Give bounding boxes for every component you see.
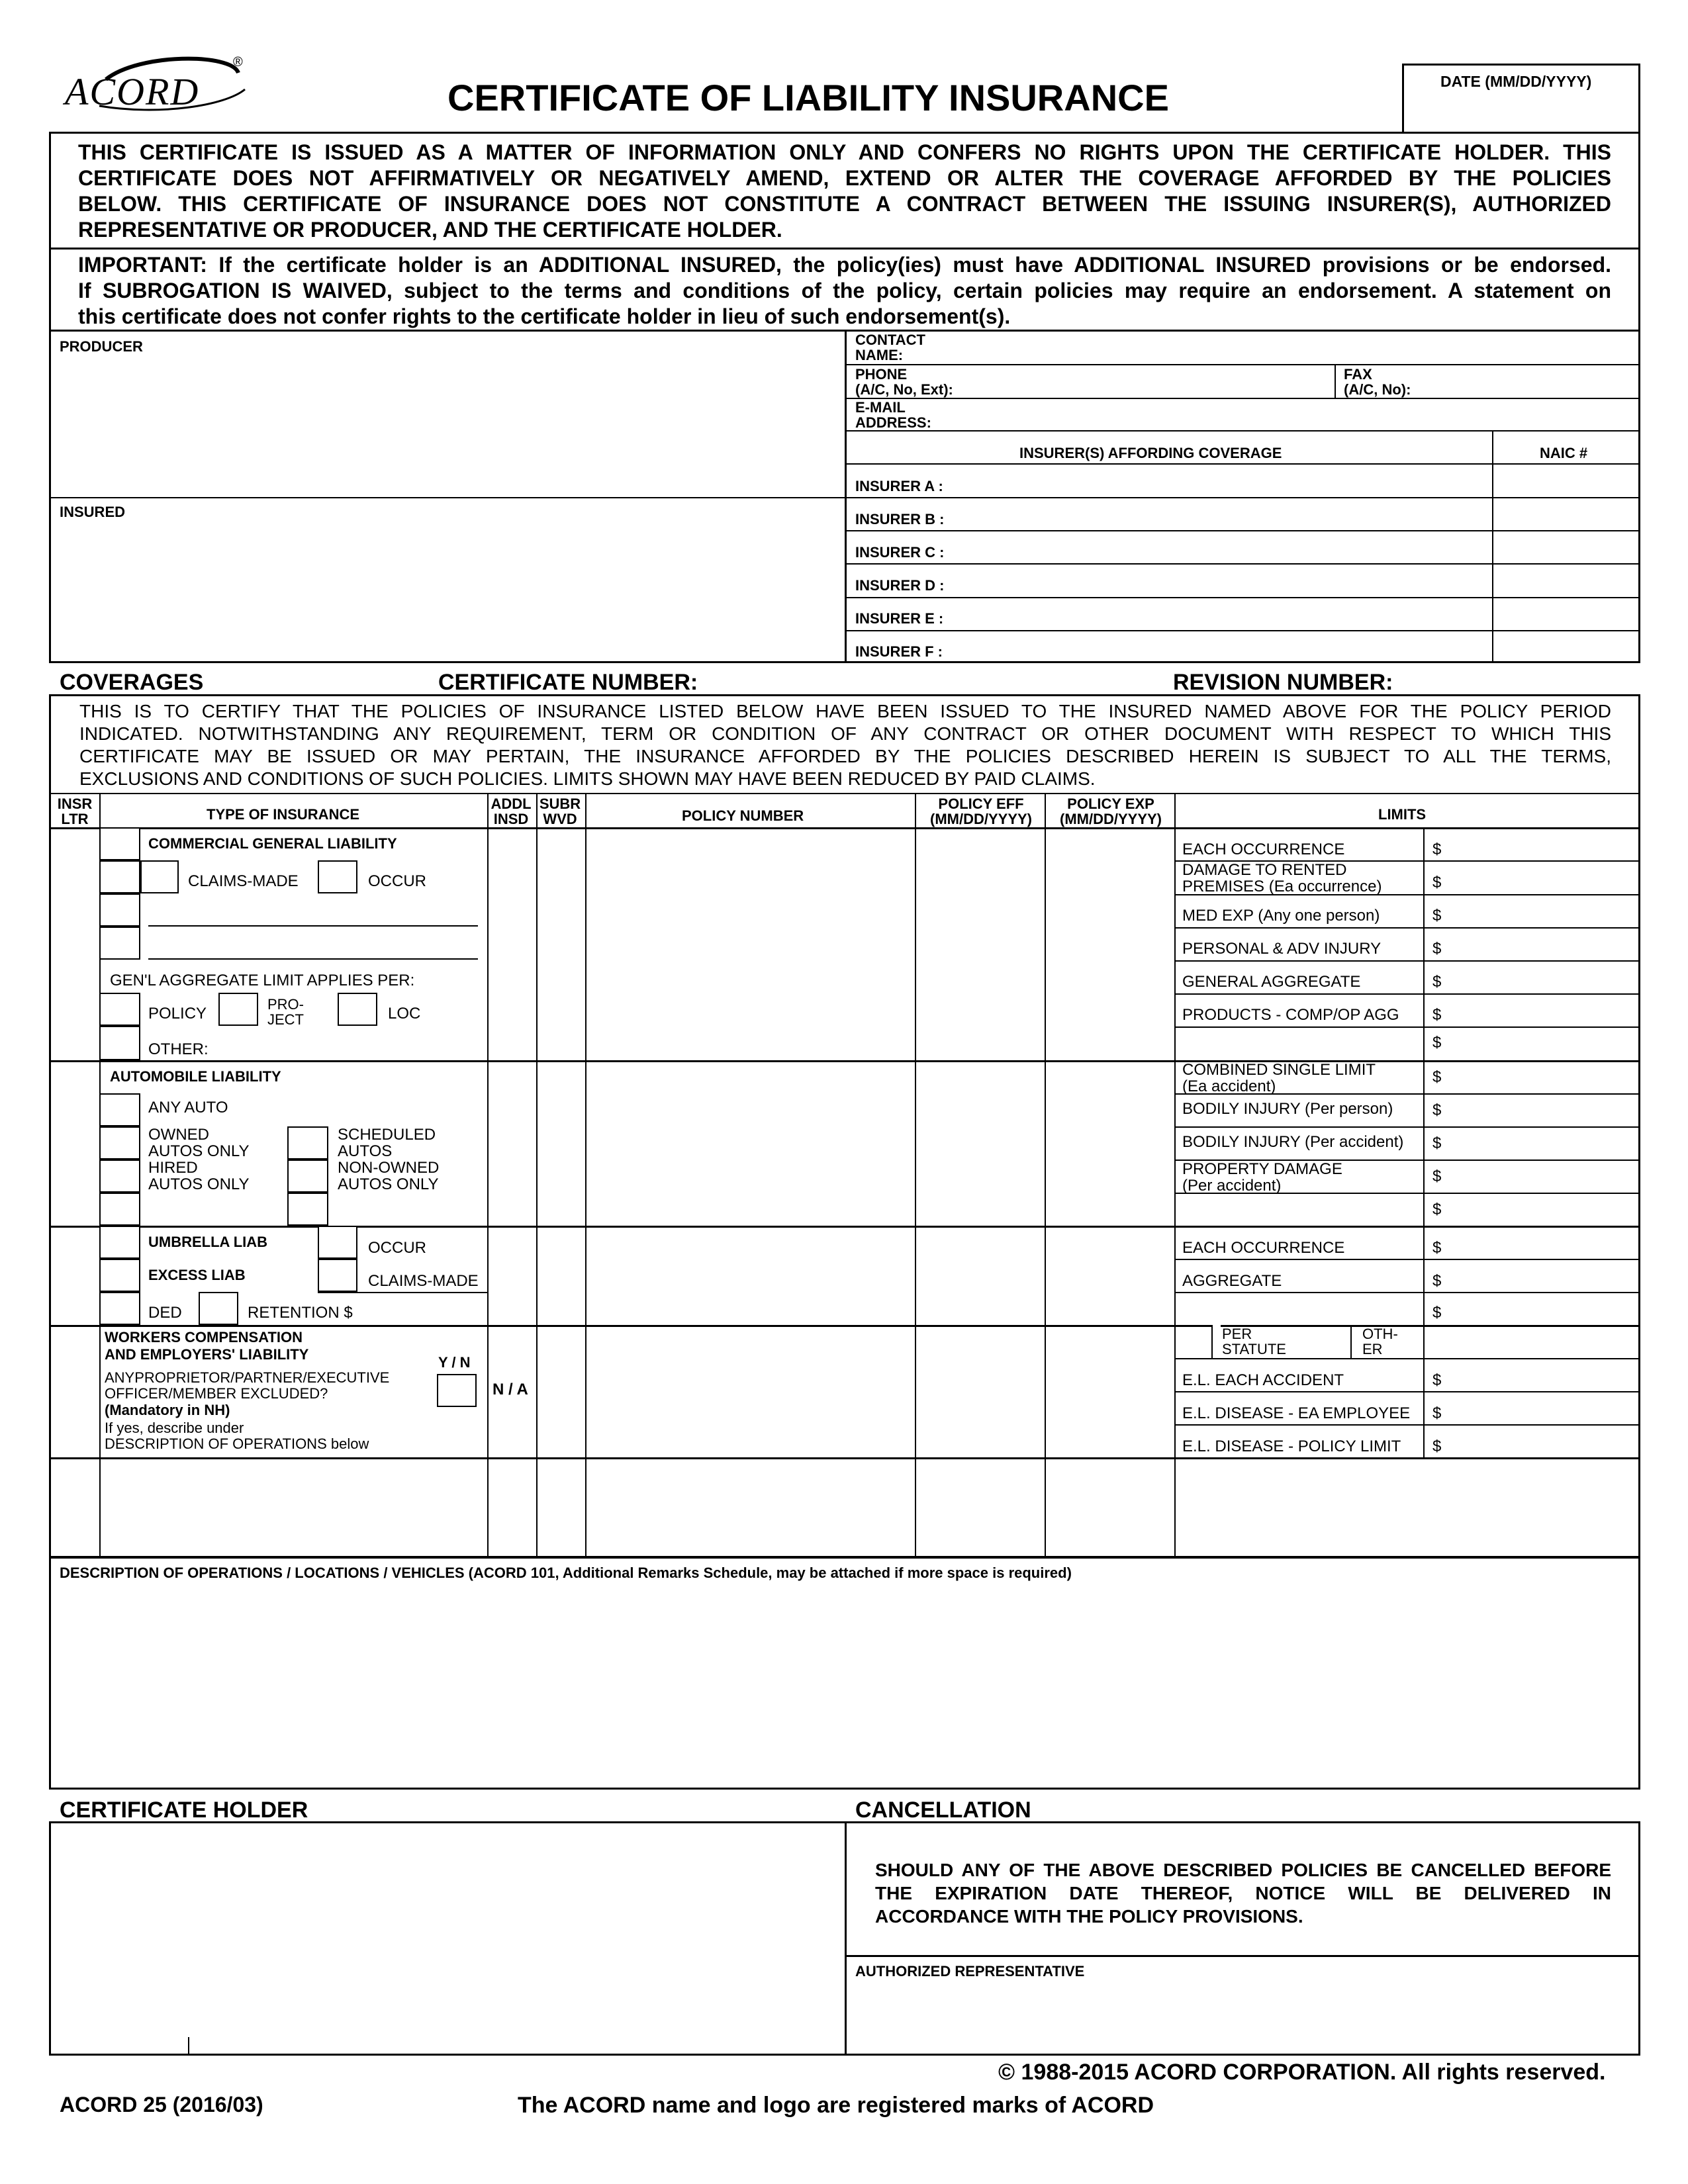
auto-row5b-checkbox[interactable] <box>287 1193 328 1226</box>
insurer-e-label: INSURER E : <box>855 610 944 627</box>
per-statute-label: PER STATUTE <box>1222 1326 1286 1358</box>
owned-autos-label: OWNED AUTOS ONLY <box>148 1126 250 1161</box>
cgl-row2-checkbox[interactable] <box>99 860 140 893</box>
claims-made-label: CLAIMS-MADE <box>188 872 299 890</box>
ded-checkbox[interactable] <box>99 1292 140 1325</box>
acord-logo <box>60 53 252 113</box>
excluded-yn-checkbox[interactable] <box>437 1374 477 1407</box>
umbrella-claims-made-label: CLAIMS-MADE <box>368 1272 479 1290</box>
insured-field[interactable] <box>53 523 841 659</box>
insurers-header: INSURER(S) AFFORDING COVERAGE <box>1019 445 1282 461</box>
cgl-limit-personal-adv: PERSONAL & ADV INJURY <box>1182 940 1382 958</box>
registered-mark: ® <box>233 55 243 69</box>
ded-label: DED <box>148 1304 182 1322</box>
revision-number-label: REVISION NUMBER: <box>1173 670 1393 695</box>
producer-label: PRODUCER <box>60 338 143 355</box>
producer-field[interactable] <box>53 357 841 493</box>
policy-checkbox[interactable] <box>99 993 140 1026</box>
cgl-limit-general-aggregate: GENERAL AGGREGATE <box>1182 973 1361 991</box>
other-checkbox[interactable] <box>99 1026 140 1060</box>
hired-autos-checkbox[interactable] <box>99 1160 140 1193</box>
cgl-checkbox[interactable] <box>99 827 140 860</box>
coverages-heading: COVERAGES <box>60 670 204 695</box>
cgl-limit-med-exp: MED EXP (Any one person) <box>1182 907 1380 925</box>
email-label: E-MAIL ADDRESS: <box>855 399 931 432</box>
excess-liab-label: EXCESS LIAB <box>148 1267 246 1283</box>
cancellation-heading: CANCELLATION <box>855 1797 1031 1823</box>
naic-header: NAIC # <box>1540 445 1588 461</box>
retention-checkbox[interactable] <box>199 1292 238 1325</box>
insurer-b-label: INSURER B : <box>855 511 945 527</box>
fax-label: FAX (A/C, No): <box>1344 366 1411 398</box>
umbrella-claims-made-checkbox[interactable] <box>318 1259 357 1292</box>
registered-marks-text: The ACORD name and logo are registered marks of ACORD <box>518 2093 1154 2118</box>
el-each-accident-label: E.L. EACH ACCIDENT <box>1182 1371 1344 1389</box>
policy-label: POLICY <box>148 1005 207 1023</box>
el-disease-policy-label: E.L. DISEASE - POLICY LIMIT <box>1182 1437 1401 1455</box>
umbrella-limit-each-occurrence: EACH OCCURRENCE <box>1182 1239 1345 1257</box>
cgl-limit-each-occurrence: EACH OCCURRENCE <box>1182 841 1345 858</box>
copyright-text: © 1988-2015 ACORD CORPORATION. All rights reserved. <box>998 2060 1606 2085</box>
auto-row5-checkbox[interactable] <box>99 1193 140 1226</box>
col-policy-exp: POLICY EXP (MM/DD/YYYY) <box>1060 796 1162 828</box>
col-type-of-insurance: TYPE OF INSURANCE <box>207 806 360 823</box>
auto-limit-combined-single: COMBINED SINGLE LIMIT (Ea accident) <box>1182 1061 1376 1096</box>
description-label: DESCRIPTION OF OPERATIONS / LOCATIONS / VEHICLES (ACORD 101, Additional Remarks Schedule, may be attached if more space is required) <box>60 1565 1072 1581</box>
excess-checkbox[interactable] <box>99 1259 140 1292</box>
if-yes-label: If yes, describe under DESCRIPTION OF OPERATIONS below <box>105 1420 369 1453</box>
loc-label: LOC <box>388 1005 421 1023</box>
col-subr-wvd: SUBR WVD <box>539 796 581 828</box>
na-label: N / A <box>492 1381 528 1398</box>
loc-checkbox[interactable] <box>338 993 377 1026</box>
col-policy-number: POLICY NUMBER <box>682 807 804 824</box>
auto-limit-property-damage: PROPERTY DAMAGE (Per accident) <box>1182 1160 1342 1195</box>
auto-limit-bodily-accident: BODILY INJURY (Per accident) <box>1182 1133 1404 1151</box>
scheduled-autos-checkbox[interactable] <box>287 1126 328 1160</box>
certificate-holder-heading: CERTIFICATE HOLDER <box>60 1797 308 1823</box>
cgl-title: COMMERCIAL GENERAL LIABILITY <box>148 835 397 852</box>
occur-label: OCCUR <box>368 872 426 890</box>
col-limits: LIMITS <box>1378 806 1427 823</box>
cgl-limit-products: PRODUCTS - COMP/OP AGG <box>1182 1006 1399 1024</box>
hired-autos-label: HIRED AUTOS ONLY <box>148 1159 250 1194</box>
col-policy-eff: POLICY EFF (MM/DD/YYYY) <box>930 796 1032 828</box>
logo-text: ACORD <box>65 70 200 113</box>
contact-name-label: CONTACT NAME: <box>855 332 925 364</box>
phone-label: PHONE (A/C, No, Ext): <box>855 366 953 398</box>
umbrella-occur-label: OCCUR <box>368 1239 426 1257</box>
umbrella-limit-aggregate: AGGREGATE <box>1182 1272 1282 1290</box>
auto-title: AUTOMOBILE LIABILITY <box>110 1068 281 1085</box>
project-checkbox[interactable] <box>218 993 258 1026</box>
insurer-f-label: INSURER F : <box>855 643 943 660</box>
mandatory-nh-label: (Mandatory in NH) <box>105 1402 230 1418</box>
umbrella-checkbox[interactable] <box>99 1226 140 1259</box>
form-id: ACORD 25 (2016/03) <box>60 2093 263 2116</box>
certificate-holder-field[interactable] <box>53 1825 841 2052</box>
other-statute-label: OTH- ER <box>1362 1326 1398 1358</box>
yn-label: Y / N <box>438 1354 471 1371</box>
cgl-limit-damage-rented: DAMAGE TO RENTED PREMISES (Ea occurrence) <box>1182 861 1382 896</box>
project-label: PRO- JECT <box>267 996 304 1028</box>
any-auto-label: ANY AUTO <box>148 1099 228 1116</box>
owned-autos-checkbox[interactable] <box>99 1126 140 1160</box>
retention-label: RETENTION $ <box>248 1304 353 1322</box>
non-owned-autos-checkbox[interactable] <box>287 1160 328 1193</box>
per-statute-checkbox[interactable] <box>1211 1325 1221 1358</box>
description-field[interactable] <box>49 1557 1640 1790</box>
other-label: OTHER: <box>148 1040 209 1058</box>
umbrella-occur-checkbox[interactable] <box>318 1226 357 1259</box>
col-insr-ltr: INSR LTR <box>57 796 93 828</box>
aggregate-applies-label: GEN'L AGGREGATE LIMIT APPLIES PER: <box>110 972 415 989</box>
date-label: DATE (MM/DD/YYYY) <box>1440 73 1592 90</box>
cgl-row3-checkbox[interactable] <box>99 893 140 927</box>
claims-made-checkbox[interactable] <box>140 860 179 893</box>
insurer-c-label: INSURER C : <box>855 544 945 561</box>
insurer-d-label: INSURER D : <box>855 577 945 594</box>
umbrella-liab-label: UMBRELLA LIAB <box>148 1234 268 1250</box>
col-addl-insd: ADDL INSD <box>491 796 532 828</box>
insured-label: INSURED <box>60 504 126 520</box>
cgl-row4-checkbox[interactable] <box>99 927 140 960</box>
insurer-a-label: INSURER A : <box>855 478 943 494</box>
page-title: CERTIFICATE OF LIABILITY INSURANCE <box>447 77 1169 118</box>
non-owned-autos-label: NON-OWNED AUTOS ONLY <box>338 1159 440 1194</box>
authorized-rep-signature-field[interactable] <box>850 1983 1635 2052</box>
workers-question: ANYPROPRIETOR/PARTNER/EXECUTIVE OFFICER/MEMBER EXCLUDED? <box>105 1369 390 1402</box>
occur-checkbox[interactable] <box>318 860 357 893</box>
any-auto-checkbox[interactable] <box>99 1093 140 1126</box>
auto-limit-bodily-person: BODILY INJURY (Per person) <box>1182 1100 1393 1118</box>
el-disease-employee-label: E.L. DISEASE - EA EMPLOYEE <box>1182 1404 1411 1422</box>
scheduled-autos-label: SCHEDULED AUTOS <box>338 1126 436 1161</box>
authorized-rep-label: AUTHORIZED REPRESENTATIVE <box>855 1963 1085 1979</box>
workers-comp-title: WORKERS COMPENSATION AND EMPLOYERS' LIABILITY <box>105 1329 309 1363</box>
certificate-number-label: CERTIFICATE NUMBER: <box>438 670 698 695</box>
